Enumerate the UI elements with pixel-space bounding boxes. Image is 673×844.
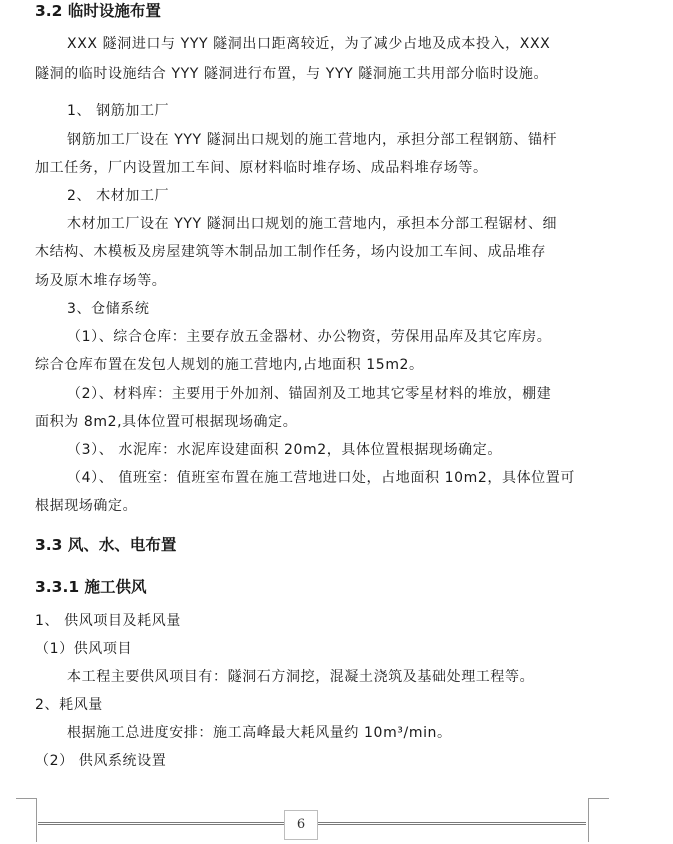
section-3-3-1-heading: 3.3.1 施工供风 xyxy=(35,578,147,596)
intro-line-1: XXX 隧洞进口与 YYY 隧洞出口距离较近，为了减少占地及成本投入，XXX xyxy=(67,36,551,52)
item-2-line-3: 场及原木堆存场等。 xyxy=(35,273,167,289)
item-2-title: 2、 木材加工厂 xyxy=(67,188,170,204)
page-corner-mark-left xyxy=(16,798,37,813)
item-1-title: 1、 钢筋加工厂 xyxy=(67,103,170,119)
footer-rule-right xyxy=(316,822,586,825)
item-3-sub-1-line-2: 综合仓库布置在发包人规划的施工营地内,占地面积 15m2。 xyxy=(35,357,424,373)
wind-projects-text: 本工程主要供风项目有：隧洞石方洞挖，混凝土浇筑及基础处理工程等。 xyxy=(67,669,535,685)
section-3-3-heading: 3.3 风、水、电布置 xyxy=(35,536,177,554)
item-3-sub-4-line-1: （4）、 值班室：值班室布置在施工营地进口处，占地面积 10m2，具体位置可 xyxy=(67,470,575,486)
item-3-sub-3: （3）、 水泥库：水泥库设建面积 20m2，具体位置根据现场确定。 xyxy=(67,442,502,458)
page-margin-guide-left xyxy=(36,812,37,842)
item-3-sub-2-line-1: （2）、材料库：主要用于外加剂、锚固剂及工地其它零星材料的堆放，棚建 xyxy=(67,386,552,402)
intro-line-2: 隧洞的临时设施结合 YYY 隧洞进行布置，与 YYY 隧洞施工共用部分临时设施。 xyxy=(35,66,549,82)
item-1-line-2: 加工任务，厂内设置加工车间、原材料临时堆存场、成品料堆存场等。 xyxy=(35,160,488,176)
section-3-2-heading: 3.2 临时设施布置 xyxy=(35,2,161,20)
item-3-title: 3、仓储系统 xyxy=(67,301,150,317)
wind-item-2: 2、耗风量 xyxy=(35,697,103,713)
item-2-line-1: 木材加工厂设在 YYY 隧洞出口规划的施工营地内，承担本分部工程锯材、细 xyxy=(67,216,558,232)
page-corner-mark-right xyxy=(588,798,609,813)
item-1-line-1: 钢筋加工厂设在 YYY 隧洞出口规划的施工营地内，承担分部工程钢筋、锚杆 xyxy=(67,132,558,148)
page-margin-guide-right xyxy=(588,812,589,842)
item-3-sub-1-line-1: （1）、综合仓库：主要存放五金器材、办公物资，劳保用品库及其它库房。 xyxy=(67,329,552,345)
item-3-sub-4-line-2: 根据现场确定。 xyxy=(35,498,138,514)
wind-sub-2: （2） 供风系统设置 xyxy=(35,753,167,769)
wind-sub-1: （1）供风项目 xyxy=(35,641,133,657)
item-3-sub-2-line-2: 面积为 8m2,具体位置可根据现场确定。 xyxy=(35,414,298,430)
item-2-line-2: 木结构、木模板及房屋建筑等木制品加工制作任务，场内设加工车间、成品堆存 xyxy=(35,244,546,260)
page-number: 6 xyxy=(284,810,318,840)
wind-consumption-text: 根据施工总进度安排：施工高峰最大耗风量约 10m³/min。 xyxy=(67,725,452,741)
footer-rule-left xyxy=(38,822,284,825)
wind-item-1: 1、 供风项目及耗风量 xyxy=(35,613,181,629)
